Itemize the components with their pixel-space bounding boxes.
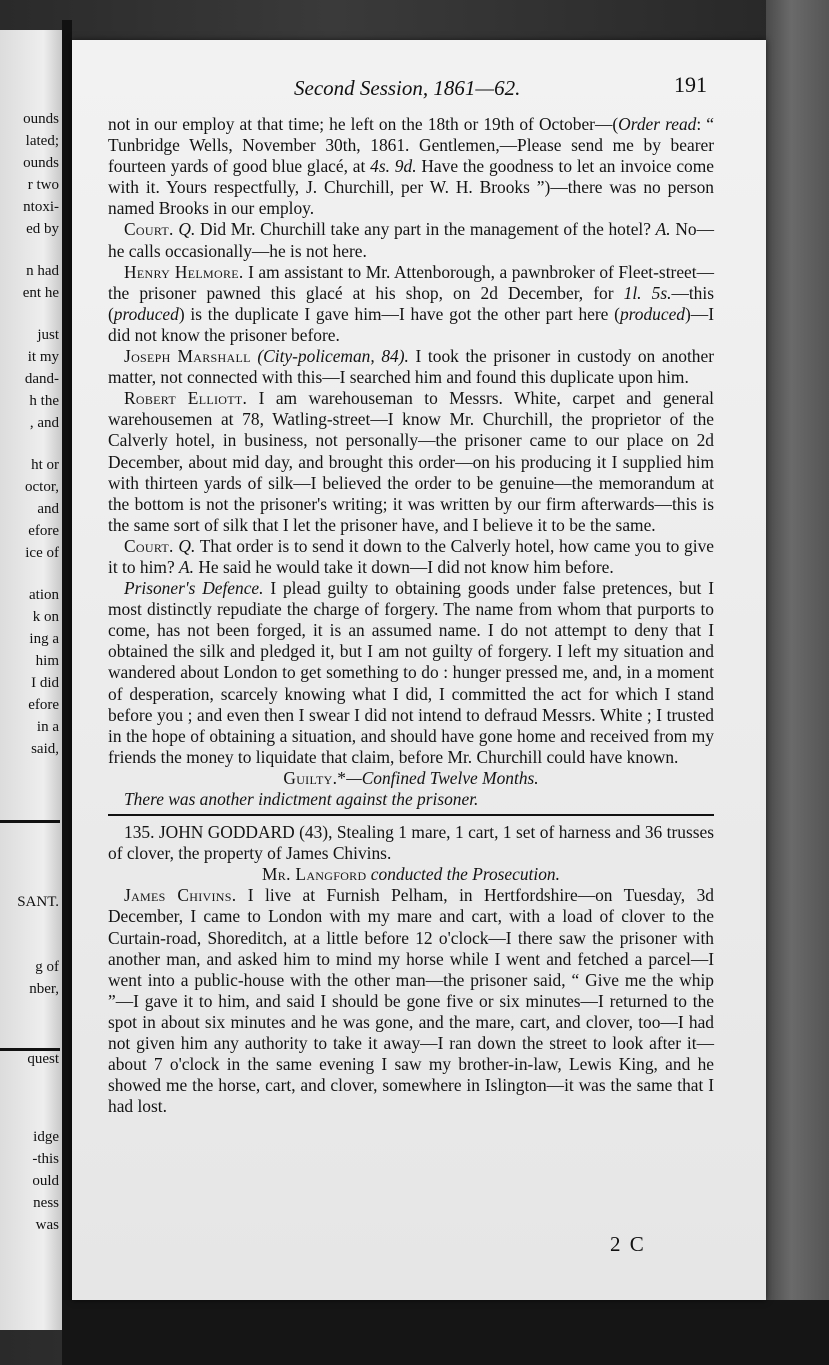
note: There was another indictment against the prisoner.: [124, 789, 479, 809]
left-page-fragment: it my: [27, 349, 59, 365]
left-page-fragment: ounds: [23, 155, 59, 171]
left-page-fragment: just: [37, 327, 59, 343]
paragraph: Court. Q. That order is to send it down to the Calverly hotel, how came you to give it to him? A. He said he would take it down—I did not know him before.: [108, 535, 714, 577]
left-page-fragment: lated;: [25, 133, 59, 149]
left-page-fragment: n had: [26, 263, 59, 279]
left-page-fragment: him: [35, 653, 59, 669]
bottom-shadow: [62, 1300, 829, 1365]
left-page-fragment: efore: [28, 697, 59, 713]
left-page-edge: [0, 30, 62, 1330]
page-header: [72, 72, 766, 106]
verdict: Guilty.*—Confined Twelve Months.: [283, 767, 539, 788]
paragraph: Prisoner's Defence. I plead guilty to obtaining goods under false pretences, but I most distinctly repudiate the charge of forgery. The name from whom that purports to come, has not been forged, it is an assumed name. I do not attempt to deny that I obtained the silk and pledged it, but I am not guilty of forgery. I left my situation and wandered about London to get something to do : hunger pressed me, and, in a moment of desperation, scarcely knowing what I did, I committed the act for which I stand before you ; and even then I swear I did not intend to defraud Messrs. White ; I trusted in the hope of obtaining a situation, and should have gone home and received from my friends the money to liquidate that claim, before Mr. Churchill could have known.: [108, 578, 714, 767]
paragraph: Henry Helmore. I am assistant to Mr. Attenborough, a pawnbroker of Fleet-street—the prisoner pawned this glacé at his shop, on 2d December, for 1l. 5s.—this (produced) is the duplicate I gave him—I have got the other part here (produced)—I did not know the prisoner before.: [108, 261, 714, 345]
left-page-fragment: ed by: [26, 221, 59, 237]
left-page-fragment: k on: [32, 609, 59, 625]
left-page-fragment: r two: [27, 177, 59, 193]
left-page-fragment: ould: [32, 1173, 59, 1189]
left-page-fragment: , and: [29, 415, 59, 431]
running-head: Second Session, 1861—62.: [294, 76, 521, 100]
paragraph: James Chivins. I live at Furnish Pelham, in Hertfordshire—on Tuesday, 3d December, I came to London with my mare and cart, with a load of clover to the Curtain-road, Shoreditch, at a little before 12 o'clock—I there saw the prisoner with another man, and asked him to mind my horse while I went and fetched a parcel—I went into a public-house with the other man—the prisoner said, “ Give me the whip ”—I gave it to him, and said I should be gone five or six minutes—I returned to the spot in about six minutes and he was gone, and the mare, cart, and clover, too—I had not given him any authority to take it away—I ran down the street to look after it—about 7 o'clock in the same evening I saw my brother-in-law, Lewis King, and he showed me the horse, cart, and clover, somewhere in Islington—it was the same that I had lost.: [108, 885, 714, 1117]
left-page-rule: [0, 1048, 60, 1051]
signature-mark: 2 C: [610, 1232, 646, 1256]
left-page-fragment: h the: [29, 393, 59, 409]
paragraph: not in our employ at that time; he left on the 18th or 19th of October—(Order read: “ Tunbridge Wells, November 30th, 1861. Gentlemen,—Please send me by bearer fourteen yards of good blue glacé, at 4s. 9d. Have the goodness to let an invoice come with it. Yours respectfully, J. Churchill, per W. H. Brooks ”)—there was no person named Brooks in our employ.: [108, 114, 714, 219]
case-title: 135. JOHN GODDARD (43), Stealing 1 mare, 1 cart, 1 set of harness and 36 trusses of clover, the property of James Chivins.: [108, 822, 714, 864]
left-page-fragment: idge: [33, 1129, 59, 1145]
left-page-fragment: efore: [28, 523, 59, 539]
paragraph: Robert Elliott. I am warehouseman to Messrs. White, carpet and general warehousemen at 78, Watling-street—I know Mr. Churchill, the proprietor of the Calverly hotel, in business, not personally—the prisoner came to our place on 2d December, about mid day, and brought this order—on his producing it I supplied him with thirteen yards of silk—I believed the order to be genuine—the memorandum at the bottom is not the prisoner's writing; it was written by our firm afterwards—this is the same sort of silk that I let the prisoner have, and I believe it to be the same.: [108, 388, 714, 535]
left-page-fragment: ation: [29, 587, 59, 603]
left-page-fragment: octor,: [25, 479, 59, 495]
left-page-fragment: ntoxi-: [23, 199, 59, 215]
page-body: [108, 114, 714, 1117]
book-page: [72, 40, 766, 1300]
left-page-fragment: ice of: [25, 545, 59, 561]
left-page-fragment: I did: [31, 675, 59, 691]
left-page-fragment: ounds: [23, 111, 59, 127]
left-page-fragment: was: [35, 1217, 59, 1233]
left-page-fragment: quest: [27, 1051, 59, 1067]
left-page-fragment: dand-: [24, 371, 59, 387]
paragraph: Joseph Marshall (City-policeman, 84). I took the prisoner in custody on another matter, not connected with this—I searched him and found this duplicate upon him.: [108, 346, 714, 388]
book-binding: [62, 20, 72, 1340]
left-page-fragment: ht or: [31, 457, 59, 473]
case-separator: [108, 814, 714, 816]
left-page-fragment: ing a: [29, 631, 59, 647]
paragraph: Court. Q. Did Mr. Churchill take any part in the management of the hotel? A. No—he calls occasionally—he is not here.: [108, 219, 714, 261]
right-background: [766, 0, 829, 1365]
left-page-fragment: g of: [35, 959, 59, 975]
left-page-fragment: in a: [36, 719, 59, 735]
left-page-fragment: ent he: [22, 285, 59, 301]
left-page-fragment: -this: [32, 1151, 59, 1167]
left-page-fragment: and: [37, 501, 59, 517]
left-page-fragment: said,: [31, 741, 59, 757]
prosecution-note: Mr. Langford conducted the Prosecution.: [262, 864, 560, 885]
left-page-fragment: SANT.: [17, 894, 59, 910]
left-page-fragment: ness: [33, 1195, 59, 1211]
page-number: 191: [674, 72, 707, 97]
left-page-fragment: nber,: [29, 981, 59, 997]
left-page-rule: [0, 820, 60, 823]
